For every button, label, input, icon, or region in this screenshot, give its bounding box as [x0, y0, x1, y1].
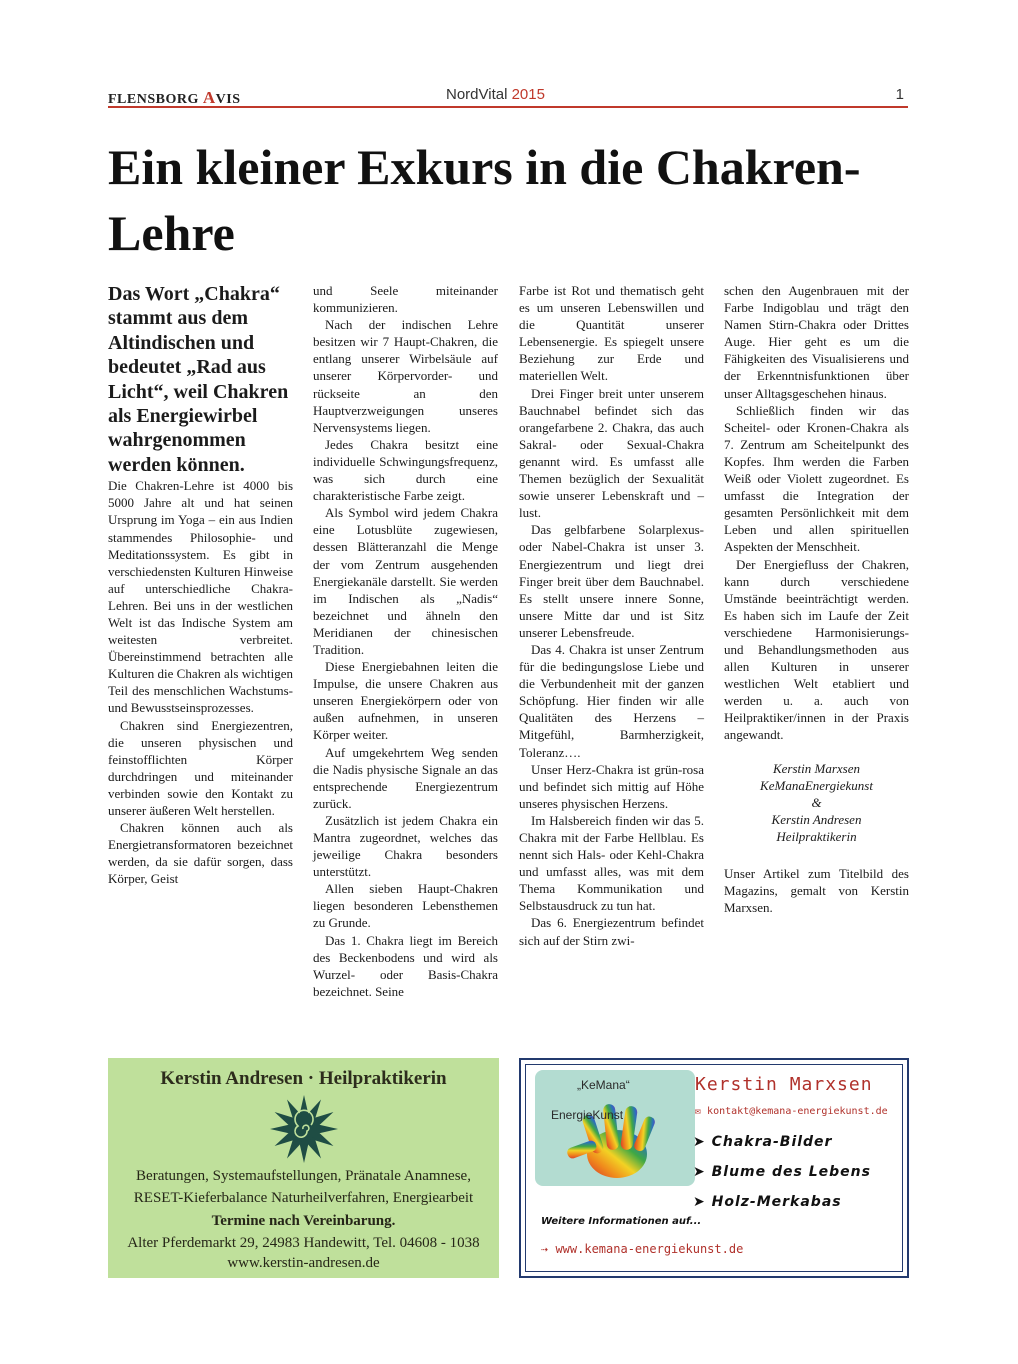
paragraph: Jedes Chakra besitzt eine individuelle Schwingungsfrequenz, was sich durch eine charakteristische Farbe zeigt. [313, 436, 498, 504]
list-item: ➤ Holz-Merkabas [693, 1194, 842, 1210]
publication-logo: FLENSBORG AVIS [108, 88, 241, 107]
page-header [108, 86, 908, 108]
logo-text: „KeMana“ [577, 1078, 630, 1092]
paragraph: Die Chakren-Lehre ist 4000 bis 5000 Jahre alt und hat seinen Ursprung im Yoga – ein aus Indien stammendes Philosophie- und Meditationssystem. Es gibt in verschiedensten Kulturen Hinweise auf unterschiedliche Chakra-Lehren. Bei uns in der westlichen Welt ist das Indische System am weitesten verbreitet. Übereinstimmend betrachten alle Kulturen die Chakren als wichtigen Teil des menschlichen Wachstums- und Bewusstseinsprozesses. [108, 478, 293, 716]
link-icon: ⇢ [541, 1242, 556, 1256]
article-column-4 [724, 282, 909, 916]
paragraph: Drei Finger breit unter unserem Bauchnabel befindet sich das orangefarbene 2. Chakra, das auch Sakral- oder Sexual-Chakra genannt wird. Es umfasst alle Themen bezüglich der Sexualität sowie unserer Lebenskraft und –lust. [519, 385, 704, 521]
paragraph: und Seele miteinander kommunizieren. [313, 283, 498, 316]
paragraph: Das gelbfarbene Solarplexus- oder Nabel-Chakra ist unser 3. Energiezentrum und liegt drei Finger breit über dem Bauchnabel. Es stellt unsere innere Sonne, unsere Mitte dar und ist Sitz unserer Lebensfreude. [519, 522, 704, 640]
paragraph: Im Halsbereich finden wir das 5. Chakra mit der Farbe Hellblau. Es nennt sich Hals- oder Kehl-Chakra und umfasst alles, was mit dem Thema Kommunikation und Selbstausdruck zu tun hat. [519, 812, 704, 914]
arrow-icon: ➤ [693, 1164, 712, 1180]
sun-spiral-icon [269, 1094, 339, 1164]
paragraph: Das 6. Energiezentrum befindet sich auf der Stirn zwi- [519, 915, 704, 948]
paragraph: Farbe ist Rot und thematisch geht es um unseren Lebenswillen und die Quantität unserer Lebensenergie. Es spiegelt unsere Beziehung zur Erde und materiellen Welt. [519, 283, 704, 384]
paragraph: Chakren können auch als Energietransformatoren bezeichnet werden, da sie dafür sorgen, dass Körper, Geist [108, 820, 293, 887]
paragraph: Der Energiefluss der Chakren, kann durch verschiedene Umstände beeinträchtigt werden. Es haben sich im Laufe der Zeit verschiedene Harmonisierungs- und Behandlungsmethoden aus allen Kulturen in unserer westlichen Welt etabliert und werden u. a. auch von Heilpraktiker/innen in der Praxis angewandt. [724, 556, 909, 743]
article-title: Ein kleiner Exkurs in die Chakren-Lehre [108, 139, 861, 261]
paragraph: Chakren sind Energiezentren, die unseren physischen und feinstofflichten Körper durchdringen und miteinander verbinden sowie den Kontakt zu unserer äußeren Welt herstellen. [108, 717, 293, 819]
closing-note: Unser Artikel zum Titelbild des Magazins, gemalt von Kerstin Marxsen. [724, 866, 909, 916]
signature-line: Heilpraktikerin [776, 828, 857, 844]
advert-line: Beratungen, Systemaufstellungen, Pränatale Anamnese, [136, 1168, 471, 1184]
article-lead: Das Wort „Chakra“ stammt aus dem Altindischen und bedeutet „Rad aus Licht“, weil Chakren als Energiewirbel wahrgenommen werden können. [108, 283, 289, 476]
signature-line: Kerstin Andresen [771, 811, 862, 827]
mail-icon: ✉ [695, 1106, 708, 1117]
advert-heading: Kerstin Andresen · Heilpraktikerin [160, 1068, 447, 1089]
article-column-3 [519, 282, 704, 949]
signature-line: & [811, 794, 822, 810]
list-item: ➤ Blume des Lebens [693, 1164, 871, 1180]
advert-line: RESET-Kieferbalance Naturheilverfahren, Energiearbeit [133, 1190, 474, 1206]
signature-line: KeManaEnergiekunst [760, 777, 873, 793]
paragraph: Nach der indischen Lehre besitzen wir 7 Haupt-Chakren, die entlang unserer Wirbelsäule auf unserer Körpervorder- und rückseite an den Hauptverzweigungen unseres Nervensystems liegen. [313, 317, 498, 435]
paragraph: Als Symbol wird jedem Chakra eine Lotusblüte zugewiesen, dessen Blätteranzahl die Menge der vom Zentrum ausgehenden Energiekanäle darstellt. Sie werden im Indischen als „Nadis“ bezeichnet und ähneln den Meridianen der chinesischen Tradition. [313, 505, 498, 657]
advert-andresen[interactable] [108, 1058, 499, 1278]
paragraph: Zusätzlich ist jedem Chakra ein Mantra zugeordnet, welches das jeweilige Chakra besonders unterstützt. [313, 812, 498, 880]
article-column-2 [313, 282, 498, 1000]
advert-website-link[interactable]: www.kerstin-andresen.de [227, 1255, 380, 1271]
arrow-icon: ➤ [693, 1194, 712, 1210]
advert-marxsen[interactable] [519, 1058, 909, 1278]
more-info-label: Weitere Informationen auf... [541, 1216, 702, 1227]
author-signature [724, 760, 909, 845]
paragraph: Unser Herz-Chakra ist grün-rosa und befindet sich mittig auf Höhe unseres physischen Herzens. [519, 761, 704, 811]
paragraph: Allen sieben Haupt-Chakren liegen besonderen Lebensthemen zu Grunde. [313, 881, 498, 931]
paragraph: schen den Augenbrauen mit der Farbe Indigoblau und trägt den Namen Stirn-Chakra oder Drittes Auge. Hier geht es um die Fähigkeiten des Visualisierens und der Erkenntnisfunktionen über unser Alltagsgeschehen hinaus. [724, 283, 909, 401]
advert-address: Alter Pferdemarkt 29, 24983 Handewitt, Tel. 04608 - 1038 [127, 1235, 480, 1251]
logo-text: EnergieKunst [551, 1108, 624, 1122]
advert-appointment: Termine nach Vereinbarung. [211, 1213, 396, 1229]
arrow-icon: ➤ [693, 1134, 712, 1150]
paragraph: Diese Energiebahnen leiten die Impulse, die unsere Chakren aus unseren Energiekörpern oder von außen aufnehmen, in unseren Körper weiter. [313, 659, 498, 743]
paragraph: Das 1. Chakra liegt im Bereich des Beckenbodens und wird als Wurzel- oder Basis-Chakra bezeichnet. Seine [313, 932, 498, 999]
list-item: ➤ Chakra-Bilder [693, 1134, 833, 1150]
magazine-title: NordVital 2015 [446, 86, 545, 103]
signature-line: Kerstin Marxsen [772, 760, 861, 776]
email-link[interactable]: ✉ kontakt@kemana-energiekunst.de [695, 1106, 888, 1117]
paragraph: Das 4. Chakra ist unser Zentrum für die bedingungslose Liebe und die Verbundenheit mit der ganzen Schöpfung. Hier finden wir alle Qualitäten des Herzens – Mitgefühl, Barmherzigkeit, Toleranz…. [519, 641, 704, 760]
paragraph: Auf umgekehrtem Weg senden die Nadis physische Signale an das entsprechende Energiezentrum zurück. [313, 744, 498, 811]
hand-painting-image [535, 1070, 695, 1186]
advert-name: Kerstin Marxsen [695, 1074, 873, 1095]
paragraph: Schließlich finden wir das Scheitel- oder Kronen-Chakra als 7. Zentrum am Scheitelpunkt des Kopfes. Ihm werden die Farben Weiß oder Violett zugeordnet. Es umfasst die Integration der gesamten Persönlichkeit mit dem Leben und allen spirituellen Aspekten der Menschheit. [724, 402, 909, 555]
website-link[interactable]: ⇢ www.kemana-energiekunst.de [541, 1242, 744, 1256]
article-column-1 [108, 282, 293, 888]
page-number: 1 [895, 86, 904, 103]
